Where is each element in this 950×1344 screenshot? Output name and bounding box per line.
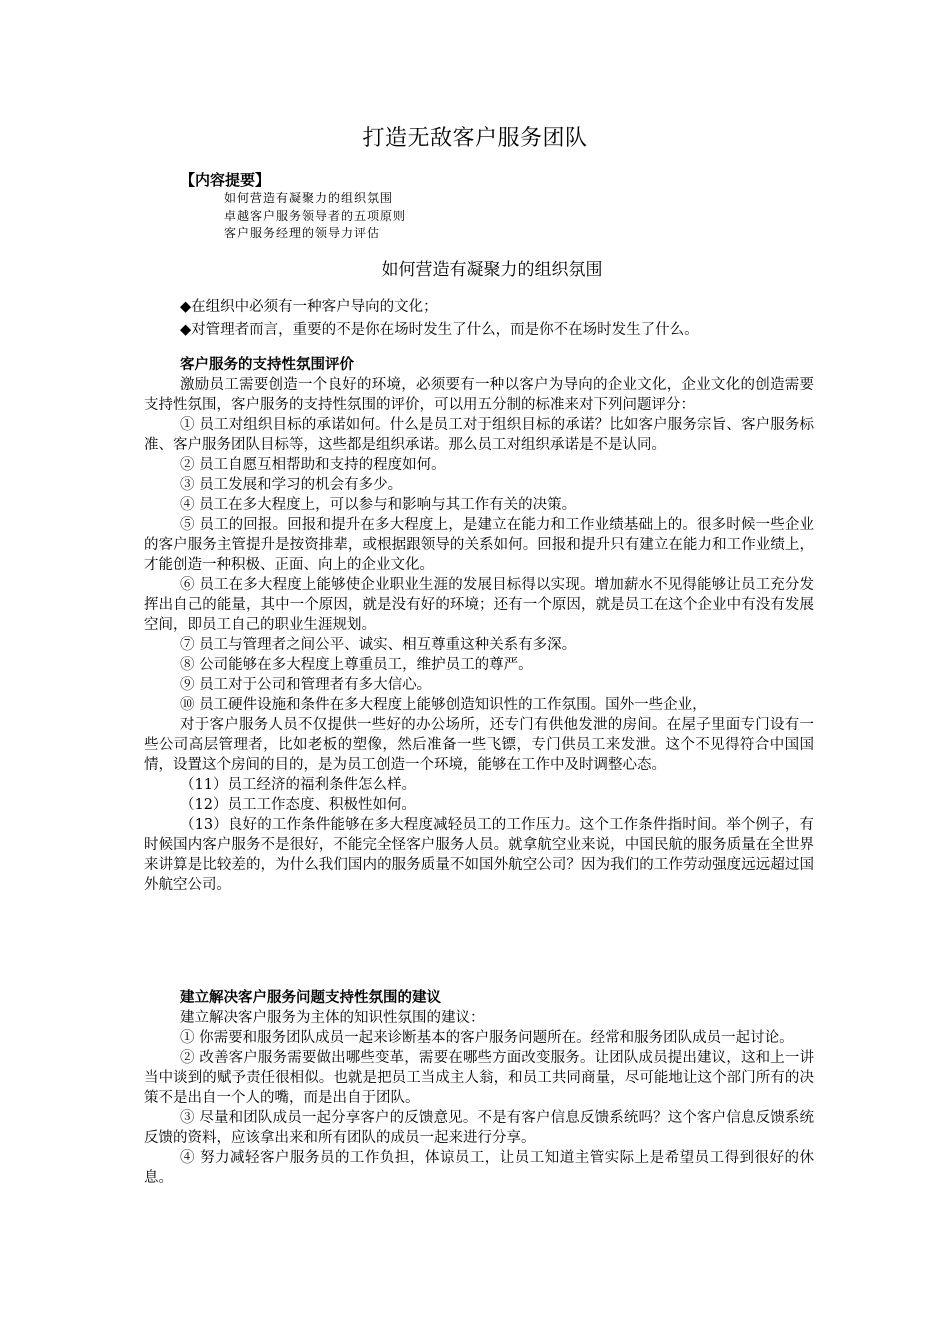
paragraph: ② 员工自愿互相帮助和支持的程度如何。 [180, 457, 446, 473]
paragraph: （11）员工经济的福利条件怎么样。 [180, 777, 416, 793]
subsection-support-climate [144, 355, 814, 895]
subsection-heading: 客户服务的支持性氛围评价 [180, 357, 354, 373]
bullet-item: ◆在组织中必须有一种客户导向的文化； [180, 299, 438, 315]
paragraph: ③ 员工发展和学习的机会有多少。 [180, 477, 403, 493]
paragraph: ⑨ 员工对于公司和管理者有多大信心。 [180, 677, 432, 693]
paragraph: ④ 努力减轻客户服务员的工作负担，体谅员工，让员工知道主管实际上是希望员工得到很好的休息。 [144, 1150, 814, 1186]
paragraph: ④ 员工在多大程度上，可以参与和影响与其工作有关的决策。 [180, 497, 577, 513]
summary-heading: 【内容提要】 [180, 171, 271, 189]
bullet-list [180, 296, 820, 341]
paragraph: （12）员工工作态度、积极性如何。 [180, 797, 416, 813]
paragraph: ⑥ 员工在多大程度上能够使企业职业生涯的发展目标得以实现。增加薪水不见得能够让员工充分发挥出自己的能量，其中一个原因，就是没有好的环境；还有一个原因，就是员工在这个企业中有没有发展空间，即员工自己的职业生涯规划。 [144, 577, 814, 633]
paragraph: 建立解决客户服务为主体的知识性氛围的建议： [180, 1010, 485, 1026]
document-title: 打造无敌客户服务团队 [362, 126, 588, 151]
summary-item: 卓越客户服务领导者的五项原则 [224, 208, 407, 223]
paragraph: ⑦ 员工与管理者之间公平、诚实、相互尊重这种关系有多深。 [180, 637, 577, 653]
paragraph: 激励员工需要创造一个良好的环境，必须要有一种以客户为导向的企业文化，企业文化的创造需要支持性氛围，客户服务的支持性氛围的评价，可以用五分制的标准来对下列问题评分： [144, 377, 814, 413]
summary-item: 客户服务经理的领导力评估 [224, 226, 381, 240]
subsection-heading: 建立解决客户服务问题支持性氛围的建议 [180, 990, 441, 1006]
paragraph: 对于客户服务人员不仅提供一些好的办公场所，还专门有供他发泄的房间。在屋子里面专门设有一些公司高层管理者，比如老板的塑像，然后准备一些飞镖，专门供员工来发泄。这个不见得符合中国国情，设置这个房间的目的，是为员工创造一个环境，能够在工作中及时调整心态。 [144, 717, 814, 773]
paragraph: ① 你需要和服务团队成员一起来诊断基本的客户服务问题所在。经常和服务团队成员一起讨论。 [180, 1030, 794, 1046]
paragraph: ⑧ 公司能够在多大程度上尊重员工，维护员工的尊严。 [180, 657, 533, 673]
paragraph: （13）良好的工作条件能够在多大程度减轻员工的工作压力。这个工作条件指时间。举个例子，有时候国内客户服务不是很好，不能完全怪客户服务人员。就拿航空业来说，中国民航的服务质量在全世界来讲算是比较差的，为什么我们国内的服务质量不如国外航空公司？因为我们的工作劳动强度远远超过国外航空公司。 [144, 817, 814, 893]
paragraph: ② 改善客户服务需要做出哪些变革，需要在哪些方面改变服务。让团队成员提出建议，这和上一讲当中谈到的赋予责任很相似。也就是把员工当成主人翁，和员工共同商量，尽可能地让这个部门所有的决策不是出自一个人的嘴，而是出自于团队。 [144, 1050, 814, 1106]
paragraph: ⑤ 员工的回报。回报和提升在多大程度上，是建立在能力和工作业绩基础上的。很多时候一些企业的客户服务主管提升是按资排辈，或根据跟领导的关系如何。回报和提升只有建立在能力和工作业绩上，才能创造一种积极、正面、向上的企业文化。 [144, 517, 814, 573]
summary-list [224, 190, 406, 243]
paragraph: ⑩ 员工硬件设施和条件在多大程度上能够创造知识性的工作氛围。国外一些企业， [180, 697, 707, 713]
section-title: 如何营造有凝聚力的组织氛围 [381, 260, 603, 280]
bullet-item: ◆对管理者而言，重要的不是你在场时发生了什么，而是你不在场时发生了什么。 [180, 321, 699, 338]
paragraph: ① 员工对组织目标的承诺如何。什么是员工对于组织目标的承诺？比如客户服务宗旨、客户服务标准、客户服务团队目标等，这些都是组织承诺。那么员工对组织承诺是不是认同。 [144, 417, 814, 453]
paragraph: ③ 尽量和团队成员一起分享客户的反馈意见。不是有客户信息反馈系统吗？这个客户信息反馈系统反馈的资料，应该拿出来和所有团队的成员一起来进行分享。 [144, 1110, 814, 1146]
summary-item: 如何营造有凝聚力的组织氛围 [224, 191, 394, 205]
subsection-suggestions [144, 988, 814, 1188]
